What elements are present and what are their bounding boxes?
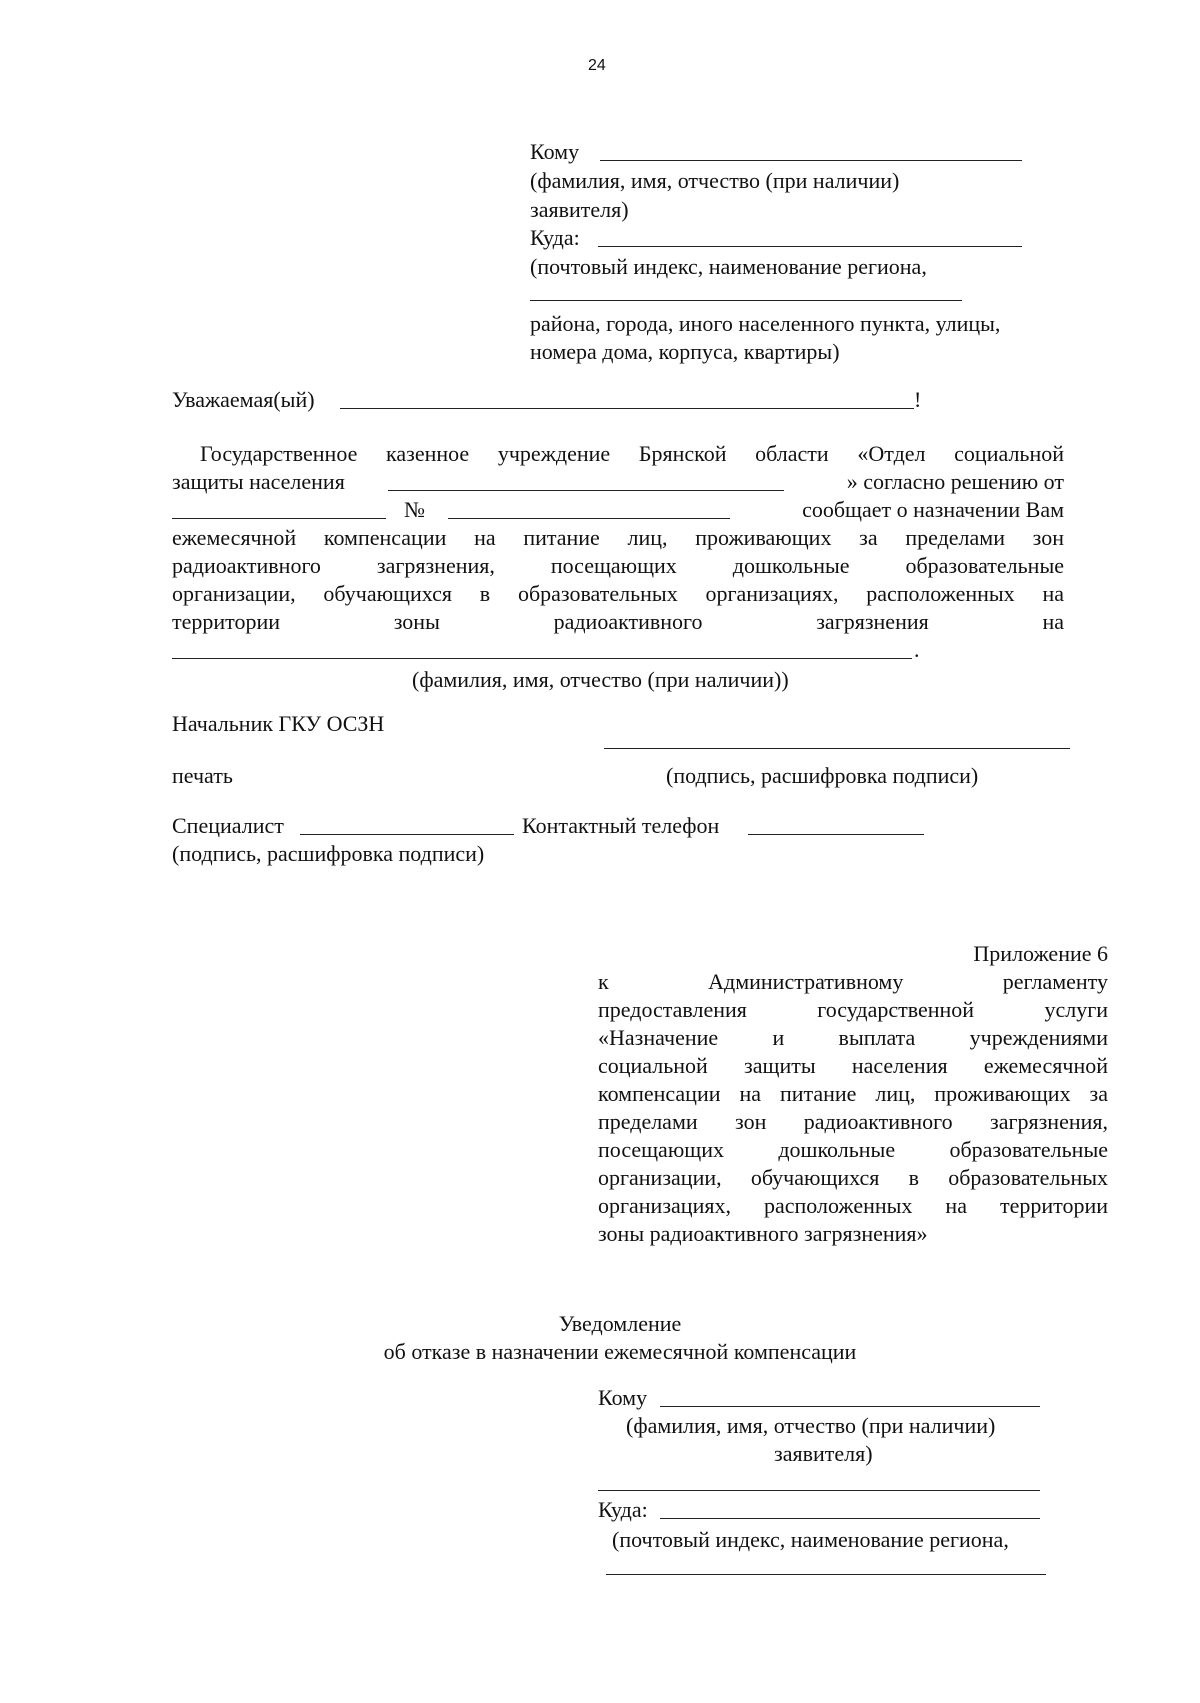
recipient-name-note: (фамилия, имя, отчество (при наличии)) xyxy=(412,667,789,692)
letter-line-7: территории зоны радиоактивного загрязнения на xyxy=(172,609,1064,634)
notice-to-extra-line xyxy=(598,1490,1040,1491)
appendix-line: социальной защиты населения ежемесячной xyxy=(598,1053,1108,1078)
appendix-line: «Назначение и выплата учреждениями xyxy=(598,1025,1108,1050)
notice-to-label: Кому xyxy=(598,1385,648,1410)
notice-where-note: (почтовый индекс, наименование региона, xyxy=(612,1527,1009,1552)
head-signature-line xyxy=(604,748,1070,749)
notice-to-note-2: заявителя) xyxy=(774,1441,873,1466)
notice-title: Уведомление xyxy=(558,1311,682,1336)
appendix-line: к Административному регламенту xyxy=(598,969,1108,994)
letter-line-1: Государственное казенное учреждение Брянской области «Отдел социальной xyxy=(200,441,1064,466)
letter-line-8-end: . xyxy=(914,637,920,662)
where-label: Куда: xyxy=(530,225,580,250)
notice-where-label: Куда: xyxy=(598,1497,648,1522)
head-title: Начальник ГКУ ОСЗН xyxy=(172,711,385,736)
appendix-line: организациях, расположенных на территории xyxy=(598,1193,1108,1218)
page-number: 24 xyxy=(588,57,606,74)
appendix-line: компенсации на питание лиц, проживающих за xyxy=(598,1081,1108,1106)
recipient-name-line xyxy=(172,658,912,659)
to-line xyxy=(600,160,1022,161)
notice-to-note-1: (фамилия, имя, отчество (при наличии) xyxy=(626,1413,996,1438)
notice-where-extra-line xyxy=(606,1574,1046,1575)
notice-where-line xyxy=(660,1518,1040,1519)
letter-line-6: организации, обучающихся в образовательных организациях, расположенных на xyxy=(172,581,1064,606)
letter-line-5: радиоактивного загрязнения, посещающих дошкольные образовательные xyxy=(172,553,1064,578)
letter-line-4: ежемесячной компенсации на питание лиц, проживающих за пределами зон xyxy=(172,525,1064,550)
stamp-label: печать xyxy=(172,763,233,788)
phone-label: Контактный телефон xyxy=(522,813,720,838)
to-label: Кому xyxy=(530,139,580,164)
greeting-end: ! xyxy=(914,387,922,412)
where-extra-line xyxy=(530,300,962,301)
letter-line-2-end: » согласно решению от xyxy=(846,469,1064,494)
greeting-line xyxy=(340,408,914,409)
letter-line-3-end: сообщает о назначении Вам xyxy=(802,497,1064,522)
decision-date-line xyxy=(172,518,386,519)
greeting-label: Уважаемая(ый) xyxy=(172,387,315,412)
decision-number-sign: № xyxy=(404,497,425,522)
where-line xyxy=(598,246,1022,247)
appendix-title: Приложение 6 xyxy=(973,941,1108,966)
where-note-1: (почтовый индекс, наименование региона, xyxy=(530,254,927,279)
where-note-3: номера дома, корпуса, квартиры) xyxy=(530,339,840,364)
to-note-1: (фамилия, имя, отчество (при наличии) xyxy=(530,168,900,193)
notice-subtitle: об отказе в назначении ежемесячной компенсации xyxy=(383,1339,857,1364)
appendix-line: пределами зон радиоактивного загрязнения, xyxy=(598,1109,1108,1134)
specialist-signature-note: (подпись, расшифровка подписи) xyxy=(172,841,485,866)
where-note-2: района, города, иного населенного пункта, улицы, xyxy=(530,311,1001,336)
appendix-line: предоставления государственной услуги xyxy=(598,997,1108,1022)
letter-line-2-start: защиты населения xyxy=(172,469,345,494)
phone-line xyxy=(748,834,924,835)
appendix-last-line: зоны радиоактивного загрязнения» xyxy=(598,1221,928,1246)
to-note-2: заявителя) xyxy=(530,197,629,222)
decision-number-line xyxy=(448,518,730,519)
appendix-line: посещающих дошкольные образовательные xyxy=(598,1137,1108,1162)
department-line xyxy=(388,490,784,491)
specialist-signature-line xyxy=(300,834,514,835)
appendix-line: организации, обучающихся в образовательных xyxy=(598,1165,1108,1190)
notice-to-line xyxy=(660,1406,1040,1407)
specialist-label: Специалист xyxy=(172,813,284,838)
head-signature-note: (подпись, расшифровка подписи) xyxy=(666,763,979,788)
